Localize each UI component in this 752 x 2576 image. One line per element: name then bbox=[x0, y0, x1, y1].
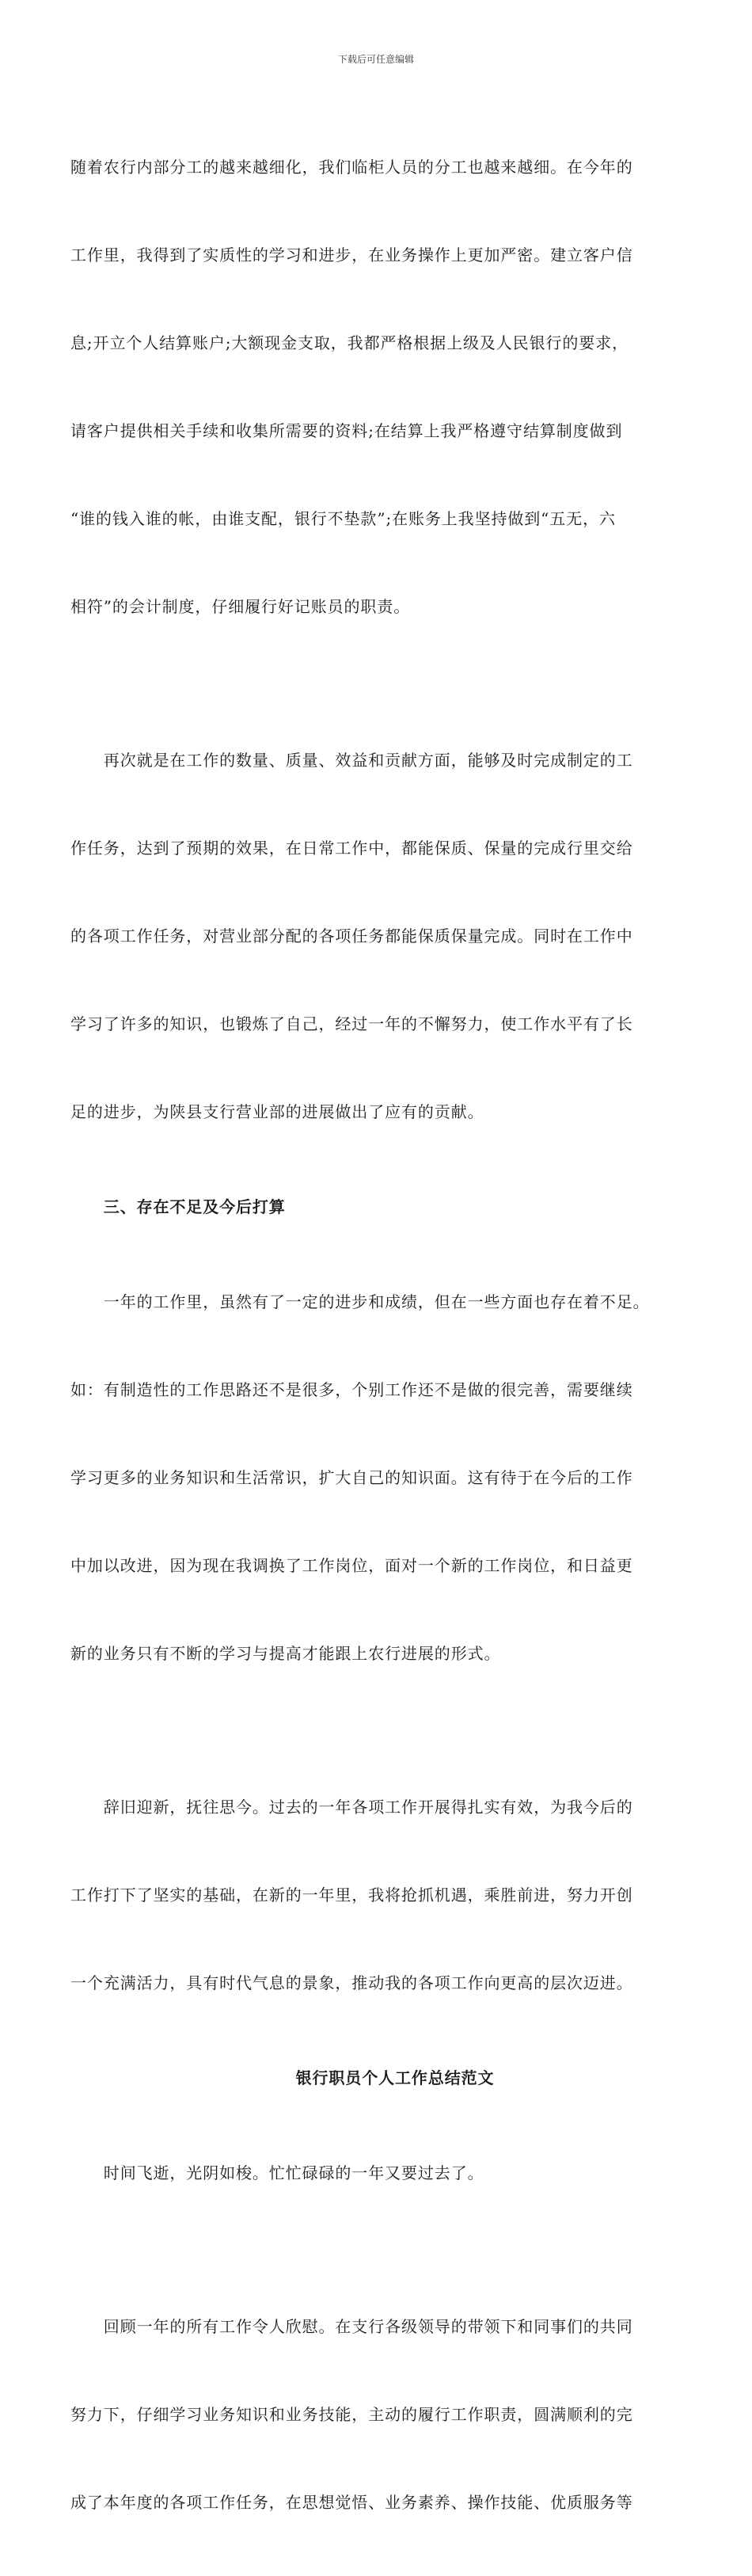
text-line: 中加以改进，因为现在我调换了工作岗位，面对一个新的工作岗位，和日益更 bbox=[70, 1556, 633, 1575]
document-title: 银行职员个人工作总结范文 bbox=[295, 2068, 495, 2087]
text-line: 学习更多的业务知识和生活常识，扩大自己的知识面。这有待于在今后的工作 bbox=[70, 1468, 633, 1487]
document-body bbox=[70, 94, 688, 2576]
text-line: 时间飞逝，光阴如梭。忙忙碌碌的一年又要过去了。 bbox=[70, 2163, 484, 2182]
paragraph-5 bbox=[70, 2100, 688, 2247]
text-line: 努力下，仔细学习业务知识和业务技能，主动的履行工作职责，圆满顺利的完 bbox=[70, 2405, 633, 2424]
text-line: 辞旧迎新，抚往思今。过去的一年各项工作开展得扎实有效，为我今后的 bbox=[70, 1798, 633, 1817]
text-line: “谁的钱入谁的帐，由谁支配，银行不垫款”;在账务上我坚持做到“五无，六 bbox=[70, 509, 616, 528]
text-line: 一个充满活力，具有时代气息的景象，推动我的各项工作向更高的层次迈进。 bbox=[70, 1973, 633, 1992]
text-line: 一年的工作里，虽然有了一定的进步和成绩，但在一些方面也存在着不足。 bbox=[70, 1292, 650, 1311]
text-line: 相符”的会计制度，仔细履行好记账员的职责。 bbox=[70, 597, 411, 616]
paragraph-6 bbox=[70, 2254, 688, 2576]
paragraph-2 bbox=[70, 687, 688, 1185]
text-line: 的各项工作任务，对营业部分配的各项任务都能保质保量完成。同时在工作中 bbox=[70, 927, 633, 946]
paragraph-3 bbox=[70, 1229, 688, 1727]
text-line: 作任务，达到了预期的效果，在日常工作中，都能保质、保量的完成行里交给 bbox=[70, 839, 633, 858]
text-line: 足的进步，为陕县支行营业部的进展做出了应有的贡献。 bbox=[70, 1102, 484, 1121]
paragraph-1 bbox=[70, 94, 688, 680]
paragraph-4 bbox=[70, 1734, 688, 2057]
text-line: 回顾一年的所有工作令人欣慰。在支行各级领导的带领下和同事们的共同 bbox=[70, 2317, 633, 2336]
text-line: 如：有制造性的工作思路还不是很多，个别工作还不是做的很完善，需要继续 bbox=[70, 1380, 633, 1399]
text-line: 再次就是在工作的数量、质量、效益和贡献方面，能够及时完成制定的工 bbox=[70, 751, 633, 770]
text-line: 随着农行内部分工的越来越细化，我们临柜人员的分工也越来越细。在今年的 bbox=[70, 158, 633, 177]
text-line: 成了本年度的各项工作任务，在思想觉悟、业务素养、操作技能、优质服务等 bbox=[70, 2493, 633, 2512]
text-line: 请客户提供相关手续和收集所需要的资料;在结算上我严格遵守结算制度做到 bbox=[70, 421, 623, 440]
page-header: 下载后可任意编辑 bbox=[337, 54, 414, 65]
text-line: 学习了许多的知识，也锻炼了自己，经过一年的不懈努力，使工作水平有了长 bbox=[70, 1014, 633, 1033]
text-line: 工作打下了坚实的基础，在新的一年里，我将抢抓机遇，乘胜前进，努力开创 bbox=[70, 1885, 633, 1904]
text-line: 工作里，我得到了实质性的学习和进步，在业务操作上更加严密。建立客户信 bbox=[70, 245, 633, 264]
section-heading: 三、存在不足及今后打算 bbox=[70, 1197, 286, 1216]
text-line: 新的业务只有不断的学习与提高才能跟上农行进展的形式。 bbox=[70, 1644, 501, 1663]
text-line: 息;开立个人结算账户;大额现金支取，我都严格根据上级及人民银行的要求， bbox=[70, 333, 629, 352]
